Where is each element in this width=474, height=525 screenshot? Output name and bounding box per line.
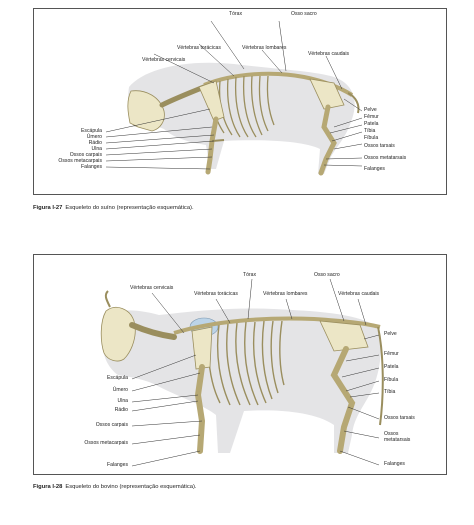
figure-2-number: Figura I-28 [33, 484, 63, 490]
label-femur: Fêmur [384, 351, 399, 357]
label-radio: Rádio [114, 407, 128, 413]
label-radio: Rádio [88, 140, 102, 146]
label-ossos-metacarpais: Ossos metacarpais [84, 440, 128, 446]
label-osso-sacro: Osso sacro [314, 272, 340, 278]
label-escapula: Escápula [81, 128, 102, 134]
label-vertebras-cervicais: Vértebras cervicais [142, 57, 186, 63]
label-ossos-carpais: Ossos carpais [69, 152, 102, 158]
label-escapula: Escápula [107, 375, 128, 381]
label-ossos-tarsais: Ossos tarsais [384, 415, 415, 421]
label-ossos-metatarsais: Ossos metatarsais [384, 431, 411, 444]
pig-skeleton-panel [33, 8, 447, 195]
label-falanges-posterior: Falanges [364, 166, 385, 172]
figure-2-caption-text: Esqueleto do bovino (representação esquemática). [65, 484, 197, 490]
label-patela: Patela [364, 121, 379, 127]
label-vertebras-caudais: Vértebras caudais [308, 51, 350, 57]
label-falanges-posterior: Falanges [384, 461, 405, 467]
figure-1-number: Figura I-27 [33, 205, 63, 211]
label-osso-sacro: Osso sacro [291, 11, 317, 17]
label-falanges-anterior: Falanges [107, 462, 128, 468]
label-vertebras-cervicais: Vértebras cervicais [130, 285, 174, 291]
label-ossos-metatarsais: Ossos metatarsais [364, 155, 407, 161]
label-vertebras-lombares: Vértebras lombares [263, 291, 308, 297]
label-umero: Úmero [86, 134, 102, 140]
label-tibia: Tíbia [384, 389, 396, 395]
label-ossos-carpais: Ossos carpais [95, 422, 128, 428]
label-falanges-anterior: Falanges [81, 164, 102, 170]
label-vertebras-lombares: Vértebras lombares [242, 45, 287, 51]
label-vertebras-toracicas: Vértebras torácicas [177, 45, 221, 51]
figure-1-caption-text: Esqueleto do suíno (representação esquemática). [65, 205, 194, 211]
label-fibula: Fíbula [364, 135, 379, 141]
label-ulna: Ulna [91, 146, 102, 152]
cow-front-leg [198, 367, 202, 451]
label-fibula: Fíbula [384, 377, 399, 383]
label-umero: Úmero [112, 387, 128, 393]
label-pelve: Pelve [364, 107, 377, 113]
label-ossos-tarsais: Ossos tarsais [364, 143, 395, 149]
label-ulna: Ulna [117, 398, 128, 404]
label-vertebras-caudais: Vértebras caudais [338, 291, 380, 297]
label-patela: Patela [384, 364, 399, 370]
cow-skeleton-panel [33, 254, 447, 475]
label-ossos-metacarpais: Ossos metacarpais [58, 158, 102, 164]
label-vertebras-toracicas: Vértebras torácicas [194, 291, 238, 297]
cow-scapula [192, 327, 212, 369]
label-torax: Tórax [243, 272, 257, 278]
figure-2-caption [33, 484, 196, 490]
label-tibia: Tíbia [364, 128, 376, 134]
label-torax: Tórax [229, 11, 243, 17]
cow-horn [106, 291, 110, 307]
label-pelve: Pelve [384, 331, 397, 337]
label-femur: Fêmur [364, 114, 379, 120]
figure-1-caption [33, 205, 194, 211]
